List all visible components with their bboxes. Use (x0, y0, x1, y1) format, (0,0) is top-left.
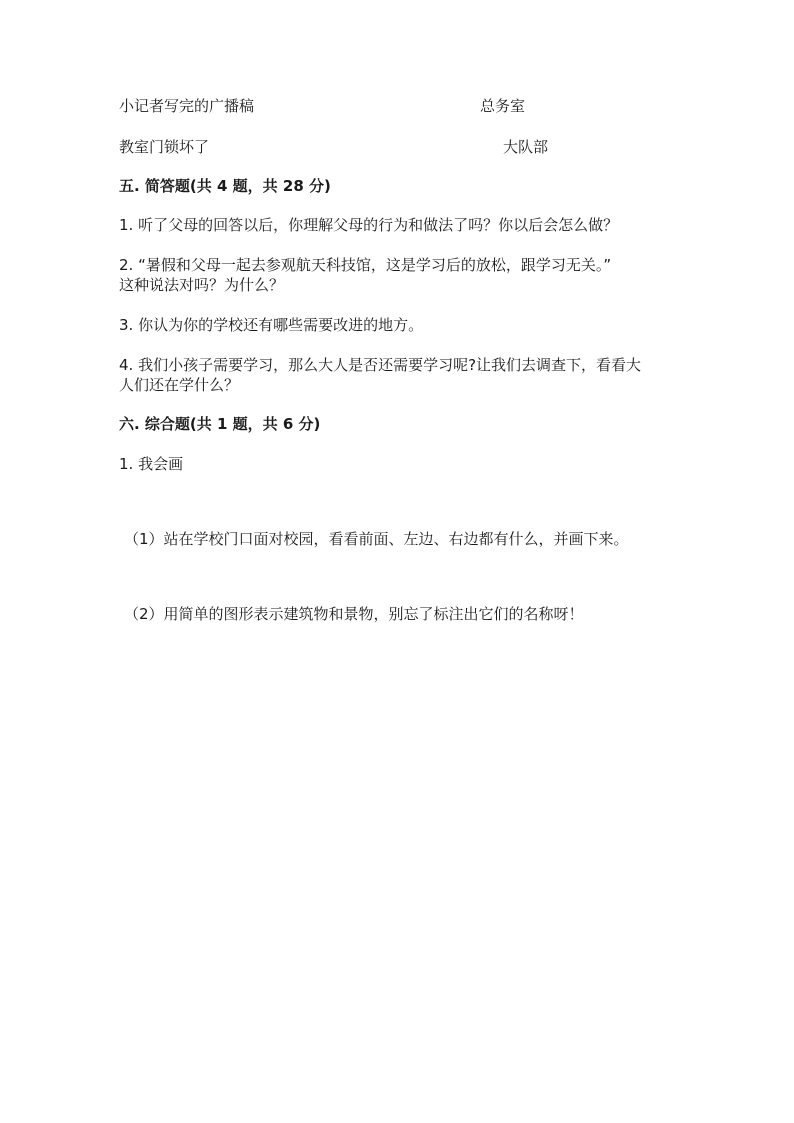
section-6-heading: 六. 综合题(共 1 题，共 6 分) (119, 415, 321, 433)
match-left-2: 教室门锁坏了 (119, 138, 210, 156)
match-right-1: 总务室 (480, 97, 526, 115)
match-right-2: 大队部 (503, 138, 549, 156)
question-5-1: 1. 听了父母的回答以后，你理解父母的行为和做法了吗？你以后会怎么做？ (119, 216, 619, 234)
question-5-4-line-1: 4. 我们小孩子需要学习，那么大人是否还需要学习呢?让我们去调查下，看看大 (119, 356, 642, 374)
section-5-heading: 五. 简答题(共 4 题，共 28 分) (119, 177, 331, 195)
match-left-1: 小记者写完的广播稿 (119, 97, 255, 115)
question-6-1-sub-2: （2）用简单的图形表示建筑物和景物，别忘了标注出它们的名称呀！ (124, 605, 584, 623)
question-5-4-line-2: 人们还在学什么？ (119, 376, 240, 394)
question-6-1: 1. 我会画 (119, 455, 184, 473)
question-5-2-line-1: 2. “暑假和父母一起去参观航天科技馆，这是学习后的放松，跟学习无关。” (119, 256, 612, 274)
question-6-1-sub-1: （1）站在学校门口面对校园，看看前面、左边、右边都有什么，并画下来。 (124, 530, 629, 548)
question-5-2-line-2: 这种说法对吗？为什么？ (119, 276, 285, 294)
question-5-3: 3. 你认为你的学校还有哪些需要改进的地方。 (119, 316, 424, 334)
